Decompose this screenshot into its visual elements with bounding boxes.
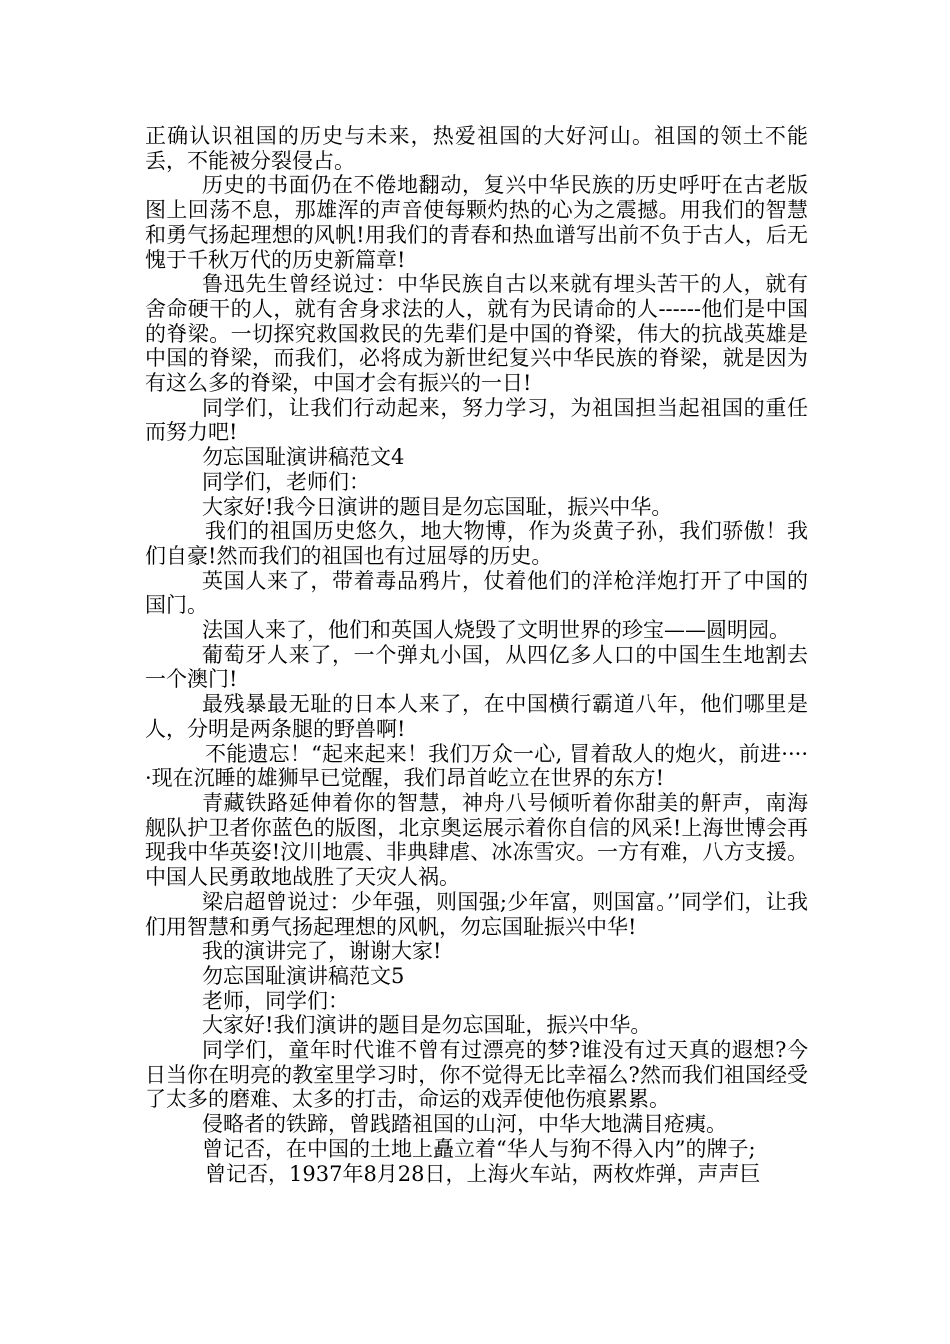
- paragraph-19: 曾记否，1937年8月28日，上海火车站，两枚炸弹，声声巨: [205, 1161, 761, 1186]
- paragraph-5: 大家好!我今日演讲的题目是勿忘国耻，振兴中华。: [202, 494, 673, 519]
- section-heading-5: 勿忘国耻演讲稿范文5: [202, 963, 405, 988]
- paragraph-9: 葡萄牙人来了，一个弹丸小国，从四亿多人口的中国生生地割去一个澳门!: [145, 642, 808, 692]
- paragraph-2: 历史的书面仍在不倦地翻动，复兴中华民族的历史呼吁在古老版图上回荡不息，那雄浑的声音使每颗灼热的心为之震撼。用我们的智慧和勇气扬起理想的风帆!用我们的青春和热血谱写出前不负于古人，后无愧于千秋万代的历史新篇章!: [145, 173, 808, 272]
- paragraph-10: 最残暴最无耻的日本人来了，在中国横行霸道八年，他们哪里是人，分明是两条腿的野兽啊!: [145, 692, 808, 741]
- paragraph-18: 曾记否，在中国的土地上矗立着“华人与狗不得入内”的牌子;: [202, 1136, 756, 1161]
- paragraph-17: 侵略者的铁蹄，曾践踏祖国的山河，中华大地满目疮痍。: [202, 1112, 727, 1137]
- salutation-4: 同学们，老师们：: [202, 469, 370, 494]
- document-page: [145, 124, 808, 1186]
- paragraph-11: 不能遗忘！“起来起来！我们万众一心, 冒着敌人的炮火，前进·····现在沉睡的雄狮早已觉醒，我们昂首屹立在世界的东方!: [145, 741, 808, 791]
- section-heading-4: 勿忘国耻演讲稿范文4: [202, 445, 405, 470]
- paragraph-16: 同学们，童年时代谁不曾有过漂亮的梦?谁没有过天真的遐想?今日当你在明亮的教室里学习时，你不觉得无比幸福么?然而我们祖国经受了太多的磨难、太多的打击，命运的戏弄使他伤痕累累。: [145, 1038, 808, 1112]
- paragraph-7: 英国人来了，带着毒品鸦片，仗着他们的洋枪洋炮打开了中国的国门。: [145, 568, 808, 618]
- paragraph-12: 青藏铁路延伸着你的智慧，神舟八号倾听着你甜美的鼾声，南海舰队护卫者你蓝色的版图，北京奥运展示着你自信的风采!上海世博会再现我中华英姿!汶川地震、非典肆虐、冰冻雪灾。一方有难，八方支援。中国人民勇敢地战胜了天灾人祸。: [145, 790, 808, 890]
- paragraph-1: 正确认识祖国的历史与未来，热爱祖国的大好河山。祖国的领土不能丢，不能被分裂侵占。: [145, 124, 808, 173]
- paragraph-3: 鲁迅先生曾经说过：中华民族自古以来就有埋头苦干的人，就有舍命硬干的人，就有舍身求法的人，就有为民请命的人------他们是中国的脊梁。一切探究救国救民的先辈们是中国的脊梁，伟大的抗战英雄是中国的脊梁，而我们，必将成为新世纪复兴中华民族的脊梁，就是因为有这么多的脊梁，中国才会有振兴的一日!: [145, 272, 808, 396]
- paragraph-14: 我的演讲完了，谢谢大家!: [202, 939, 442, 964]
- paragraph-4: 同学们，让我们行动起来，努力学习，为祖国担当起祖国的重任而努力吧!: [145, 395, 808, 445]
- paragraph-6: 我们的祖国历史悠久，地大物博，作为炎黄子孙，我们骄傲！我们自豪!然而我们的祖国也有过屈辱的历史。: [145, 519, 808, 568]
- salutation-5: 老师，同学们：: [202, 988, 349, 1013]
- paragraph-15: 大家好!我们演讲的题目是勿忘国耻，振兴中华。: [202, 1013, 652, 1038]
- paragraph-13: 梁启超曾说过：少年强，则国强;少年富，则国富。’’同学们，让我们用智慧和勇气扬起理想的风帆，勿忘国耻振兴中华!: [145, 889, 808, 939]
- paragraph-8: 法国人来了，他们和英国人烧毁了文明世界的珍宝——圆明园。: [202, 618, 790, 643]
